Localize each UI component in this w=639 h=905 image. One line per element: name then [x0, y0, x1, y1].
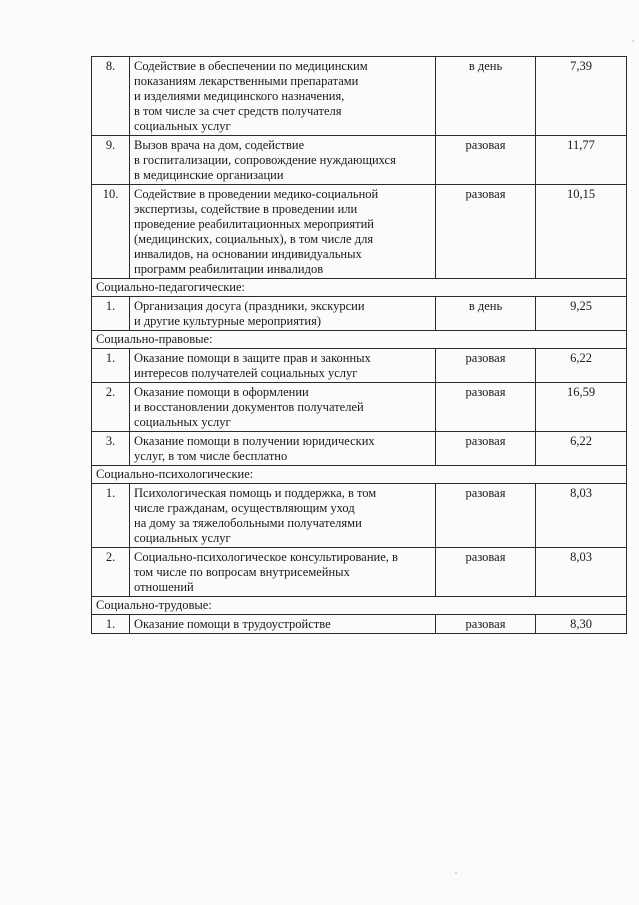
service-price: 11,77 [536, 136, 627, 185]
service-price: 16,59 [536, 383, 627, 432]
scan-speck [632, 40, 634, 42]
service-price: 8,03 [536, 484, 627, 548]
service-name: Организация досуга (праздники, экскурсии и другие культурные мероприятия) [130, 297, 436, 331]
service-price: 8,03 [536, 548, 627, 597]
section-title: Социально-психологические: [92, 466, 627, 484]
row-number: 1. [92, 615, 130, 634]
service-name: Оказание помощи в трудоустройстве [130, 615, 436, 634]
row-number: 8. [92, 57, 130, 136]
service-name: Содействие в обеспечении по медицинским показаниям лекарственными препаратами и изделиями медицинского назначения, в том числе за счет средств получателя социальных услуг [130, 57, 436, 136]
scan-speck [455, 872, 457, 874]
unit-of-service: разовая [436, 484, 536, 548]
section-title: Социально-правовые: [92, 331, 627, 349]
section-title: Социально-педагогические: [92, 279, 627, 297]
service-name: Социально-психологическое консультирование, в том числе по вопросам внутрисемейных отношений [130, 548, 436, 597]
service-price: 6,22 [536, 432, 627, 466]
row-number: 1. [92, 349, 130, 383]
row-number: 1. [92, 484, 130, 548]
service-name: Психологическая помощь и поддержка, в том числе гражданам, осуществляющим уход на дому за тяжелобольными получателями социальных услуг [130, 484, 436, 548]
row-number: 1. [92, 297, 130, 331]
section-row [92, 279, 627, 297]
service-price: 8,30 [536, 615, 627, 634]
service-row [92, 383, 627, 432]
unit-of-service: в день [436, 297, 536, 331]
service-name: Оказание помощи в оформлении и восстановлении документов получателей социальных услуг [130, 383, 436, 432]
service-name: Оказание помощи в защите прав и законных интересов получателей социальных услуг [130, 349, 436, 383]
service-row [92, 185, 627, 279]
unit-of-service: разовая [436, 615, 536, 634]
tariff-table [91, 56, 627, 634]
unit-of-service: разовая [436, 432, 536, 466]
service-price: 6,22 [536, 349, 627, 383]
service-row [92, 432, 627, 466]
unit-of-service: разовая [436, 136, 536, 185]
service-price: 9,25 [536, 297, 627, 331]
section-row [92, 466, 627, 484]
row-number: 10. [92, 185, 130, 279]
section-row [92, 331, 627, 349]
service-row [92, 615, 627, 634]
unit-of-service: разовая [436, 548, 536, 597]
unit-of-service: разовая [436, 185, 536, 279]
service-price: 10,15 [536, 185, 627, 279]
service-row [92, 484, 627, 548]
row-number: 9. [92, 136, 130, 185]
service-name: Содействие в проведении медико-социальной экспертизы, содействие в проведении или проведение реабилитационных мероприятий (медицинских, социальных), в том числе для инвалидов, на основании индивидуальных программ реабилитации инвалидов [130, 185, 436, 279]
service-row [92, 349, 627, 383]
service-row [92, 57, 627, 136]
unit-of-service: разовая [436, 349, 536, 383]
row-number: 2. [92, 383, 130, 432]
service-name: Вызов врача на дом, содействие в госпитализации, сопровождение нуждающихся в медицинские организации [130, 136, 436, 185]
section-row [92, 597, 627, 615]
row-number: 2. [92, 548, 130, 597]
row-number: 3. [92, 432, 130, 466]
section-title: Социально-трудовые: [92, 597, 627, 615]
unit-of-service: разовая [436, 383, 536, 432]
service-price: 7,39 [536, 57, 627, 136]
unit-of-service: в день [436, 57, 536, 136]
service-name: Оказание помощи в получении юридических услуг, в том числе бесплатно [130, 432, 436, 466]
service-row [92, 548, 627, 597]
service-row [92, 136, 627, 185]
tariff-table-body [92, 57, 627, 634]
service-row [92, 297, 627, 331]
